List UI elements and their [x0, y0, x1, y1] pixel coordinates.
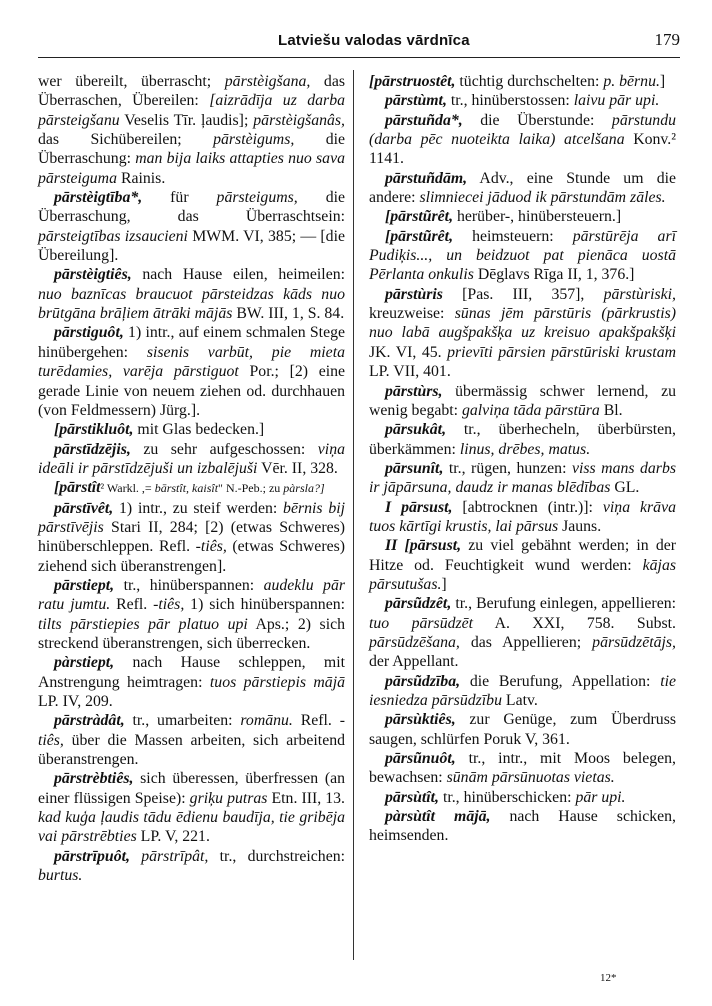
entry-text: 1) intr., auf einem schmalen Stege hinübergehen:: [38, 324, 345, 361]
headword: pārstuñdām,: [385, 169, 468, 187]
entry-text: GL.: [610, 479, 640, 497]
entry-text: A. XXI, 758. Subst.: [473, 614, 676, 632]
headword: pārstrīpuôt,: [54, 847, 130, 865]
headword: pàrstiept,: [54, 654, 115, 672]
entry-text: tr., Berufung einlegen, appellieren:: [451, 595, 676, 613]
headword: pārsukât,: [385, 421, 447, 439]
entry-text: mit Glas bedecken.]: [133, 421, 265, 439]
headword: II [pārsust,: [385, 537, 462, 555]
entry-text: zur Genüge, zum Überdruss saugen, schlürfen Poruk V, 361.: [369, 711, 676, 748]
dictionary-entry: [369, 807, 676, 846]
entry-text: nach Hause eilen, heimeilen:: [131, 266, 345, 284]
entry-text: Refl.: [110, 596, 154, 614]
dictionary-entry: [38, 711, 345, 769]
signature-mark: 12*: [600, 972, 617, 984]
entry-text: Latv.: [501, 692, 538, 709]
entry-text: -tiês,: [38, 712, 345, 749]
entry-text: pārstùriski,: [603, 285, 676, 303]
entry-text: Vēr. II, 328.: [257, 459, 338, 477]
dictionary-entry: [38, 499, 345, 576]
entry-text: Dēglavs Rīga II, 1, 376.]: [473, 266, 635, 284]
entry-text: die Überstunde:: [462, 111, 612, 129]
dictionary-entry: [38, 847, 345, 886]
entry-text: -tiês,: [195, 538, 227, 556]
entry-text: 1) sich hinüberspannen:: [184, 596, 345, 614]
entry-text: romānu.: [240, 712, 293, 730]
entry-text: burtus.: [38, 867, 83, 885]
entry-text: " N.-Peb.; zu: [218, 481, 284, 496]
entry-text: übermässig schwer lernend, zu wenig begabt:: [369, 382, 676, 419]
entry-text: nach Hause schicken, heimsenden.: [369, 808, 677, 845]
entry-text: pārstundu (darba pēc nuoteikta laika) atcelšana: [369, 111, 676, 149]
dictionary-entry: [369, 207, 676, 226]
entry-text: sich überessen, überfressen (an einer flüssigen Speise):: [38, 770, 345, 807]
dictionary-entry: [38, 653, 345, 711]
entry-text: pàrsla?]: [283, 481, 325, 496]
page-number: 179: [654, 30, 680, 49]
entry-text: tr., rügen, hunzen:: [443, 459, 572, 477]
dictionary-entry: [369, 227, 676, 285]
entry-text: [Pas. III, 357],: [442, 285, 604, 303]
dictionary-entry: [369, 749, 676, 788]
dictionary-entry: [38, 478, 345, 498]
headword: pārstràdât,: [54, 712, 125, 730]
entry-text: sūnām pārsūnuotas vietas.: [446, 769, 615, 787]
entry-text: viss mans darbs ir jāpārsuna, daudz ir manas blēdības: [369, 459, 676, 497]
dictionary-entry: [369, 72, 676, 91]
headword: [pārstikluôt,: [54, 421, 134, 439]
headword: pārstīdzējis,: [54, 440, 131, 458]
headword: pārsùtît,: [385, 788, 439, 806]
headword: pārsũnuôt,: [385, 750, 456, 768]
headword: pārsũdzība,: [385, 672, 461, 690]
entry-text: man bija laiks attapties nuo sava pārsteiguma: [38, 150, 345, 187]
dictionary-entry: [369, 111, 676, 169]
headword: pārstīvêt,: [54, 499, 114, 517]
entry-text: das Sichübereilen;: [38, 131, 214, 149]
entry-text: bērnis bij pārstīvējis: [38, 499, 345, 536]
entry-text: das Appellieren;: [459, 633, 593, 651]
entry-text: -tiês,: [153, 596, 185, 614]
entry-text: pārstèigšanâs,: [253, 111, 345, 129]
entry-text: Veselis Tīr. ļaudis];: [119, 111, 254, 129]
entry-text: heimsteuern:: [453, 227, 573, 245]
entry-text: die Überraschung, das Überraschtsein:: [38, 189, 345, 226]
entry-text: tr., intr., mit Moos belegen, bewachsen:: [369, 750, 676, 787]
headword: pārstuñda*,: [385, 111, 463, 129]
headword: pārstùmt,: [385, 92, 447, 110]
entry-text: linus, drēbes, matus.: [459, 440, 591, 458]
headword: pārstèigtiês,: [54, 266, 132, 284]
entry-text: tr., hinüberschicken:: [439, 788, 576, 806]
right-column: [369, 72, 676, 846]
entry-text: die Überraschung:: [38, 131, 345, 168]
entry-text: über die Massen arbeiten, sich arbeitend überanstrengen.: [38, 731, 345, 769]
dictionary-entry: [369, 498, 676, 537]
dictionary-entry: [369, 788, 676, 807]
header-rule: [38, 57, 680, 58]
entry-text: p. bērnu.: [603, 73, 660, 90]
headword: I pārsust,: [385, 498, 453, 516]
entry-text: kājas pārsutušas.: [369, 556, 676, 593]
entry-text: tr., hinüberspannen:: [114, 576, 264, 594]
entry-text: LP. V, 221.: [136, 828, 210, 846]
entry-text: pārstèigums,: [213, 131, 295, 149]
headword: pārsunît,: [385, 459, 444, 477]
entry-text: Rainis.: [117, 169, 166, 187]
entry-text: tr., hinüberstossen:: [446, 92, 574, 110]
entry-text: bārstît, kaisît: [154, 481, 219, 496]
entry-text: prievīti pārsien pārstūriski krustam: [447, 343, 676, 361]
entry-text: [130, 848, 141, 865]
dictionary-entry: [38, 72, 345, 188]
entry-text: pārstrīpât,: [141, 847, 209, 865]
headword: pārstùrs,: [385, 382, 443, 400]
entry-text: [aizrādīja uz darba pārsteigšanu: [38, 92, 345, 129]
page-header: [38, 24, 680, 64]
entry-text: ]: [659, 73, 666, 90]
entry-text: sisenis varbūt, pie mieta turēdamies, varēja pārstiguot: [38, 343, 345, 381]
entry-text: Refl.: [292, 712, 340, 730]
entry-text: wer übereilt, überrascht;: [38, 73, 225, 90]
entry-text: LP. VII, 401.: [369, 363, 451, 381]
entry-text: JK. VI, 45.: [369, 343, 448, 361]
entry-text: viņa ideāli ir pārstīdzējuši un izbalējuši: [38, 440, 345, 477]
headword: pārsùktiês,: [385, 711, 456, 729]
dictionary-entry: [369, 710, 676, 749]
dictionary-entry: [38, 769, 345, 846]
entry-text: tr., überhecheln, überbürsten, überkämmen:: [369, 421, 676, 458]
entry-text: nuo baznīcas braucuot pārsteidzas kāds nuo brūtgāna brāļiem ātrāki mājās: [38, 285, 345, 323]
dictionary-entry: [38, 420, 345, 439]
dictionary-entry: [369, 169, 676, 208]
dictionary-entry: [369, 382, 676, 421]
headword: [pārstruostêt,: [369, 73, 456, 90]
dictionary-entry: [369, 536, 676, 594]
entry-text: sūnas jēm pārstūris (pārkrustis) nuo labā augšpakšķa uz kreisuo apakšpakšķi: [369, 305, 676, 342]
headword: [pārstũrêt,: [385, 227, 454, 245]
dictionary-entry: [38, 440, 345, 479]
entry-text: Etn. III, 13.: [267, 789, 345, 807]
entry-text: der Appellant.: [369, 653, 459, 671]
entry-text: pārsūdzētājs,: [592, 633, 676, 651]
entry-text: tüchtig durchschelten:: [455, 73, 604, 90]
entry-text: ² Warkl. ,=: [100, 481, 155, 496]
dictionary-entry: [369, 285, 676, 382]
entry-text: für: [142, 189, 217, 207]
entry-text: zu viel gebähnt werden; in der Hitze od. Feuchtigkeit wund werden:: [369, 537, 676, 574]
dictionary-entry: [369, 420, 676, 459]
entry-text: slimniecei jāduod ik pārstundām zāles.: [419, 189, 666, 207]
entry-text: tuo pārsūdzēt: [369, 614, 474, 632]
entry-text: tr., durchstreichen:: [208, 847, 345, 865]
entry-text: Konv.² 1141.: [369, 131, 676, 168]
entry-text: pārsteigums,: [216, 189, 298, 207]
left-column: [38, 72, 345, 885]
dictionary-entry: [369, 459, 676, 498]
dictionary-entry: [369, 594, 676, 671]
entry-text: LP. IV, 209.: [38, 693, 113, 710]
headword: pārstiguôt,: [54, 324, 124, 342]
entry-text: 1) intr., zu steif werden:: [113, 499, 284, 517]
entry-text: Adv., eine Stunde um die andere:: [369, 169, 676, 207]
dictionary-entry: [38, 323, 345, 420]
running-title: Latviešu valodas vārdnīca: [278, 32, 470, 49]
entry-text: galviņa tāda pārstūra: [462, 401, 600, 419]
entry-text: das Überraschen, Übereilen:: [38, 73, 345, 110]
dictionary-entry: [38, 576, 345, 653]
entry-text: pārstèigšana,: [224, 73, 311, 90]
entry-text: pārstūrēja arī Pudiķis..., un beidzuot pat pienāca uostā Pērlanta onkulis: [369, 227, 676, 284]
column-divider: [353, 70, 354, 960]
entry-text: die Berufung, Appellation:: [460, 672, 661, 690]
headword: [pārstît: [54, 479, 101, 497]
entry-text: pārsūdzēšana,: [369, 633, 460, 651]
entry-text: tr., umarbeiten:: [124, 712, 241, 730]
entry-text: ]: [441, 575, 447, 593]
entry-text: tie iesniedza pārsūdzību: [369, 672, 676, 709]
entry-text: kad kuģa ļaudis tādu ēdienu baudīja, tie gribēja vai pārstrēbties: [38, 809, 345, 846]
entry-text: Aps.; 2) sich streckend überanstrengen, sich überrecken.: [38, 615, 345, 652]
entry-text: laivu pār upi.: [573, 92, 660, 110]
entry-text: (etwas Schweres) ziehend sich überanstrengen].: [38, 538, 345, 575]
dictionary-entry: [369, 91, 676, 110]
entry-text: viņa krāva tuos kārtīgi krustis, lai pārsus: [369, 498, 676, 535]
entry-text: Stari II, 284; [2) (etwas Schweres) hinüberschleppen. Refl.: [38, 518, 345, 556]
headword: pārstùris: [385, 285, 443, 303]
entry-text: pār upi.: [575, 788, 626, 806]
headword: pārstèigtība*,: [54, 189, 143, 207]
entry-text: MWM. VI, 385; — [die Übereilung].: [38, 227, 345, 265]
dictionary-entry: [38, 265, 345, 323]
entry-text: pārsteigtības izsaucieni: [38, 227, 188, 245]
entry-text: tilts pārstiepies pār platuo upi: [38, 615, 248, 633]
entry-text: griķu putras: [189, 789, 268, 807]
entry-text: herüber-, hinübersteuern.]: [453, 208, 622, 226]
entry-text: [abtrocknen (intr.)]:: [452, 498, 603, 516]
dictionary-entry: [38, 188, 345, 265]
entry-text: Por.; [2) eine gerade Linie von neuem ziehen od. durchhauen (von Feldmessern) Jürg.].: [38, 363, 346, 419]
dictionary-entry: [369, 672, 676, 711]
entry-text: audeklu pār ratu jumtu.: [38, 576, 346, 614]
entry-text: nach Hause schleppen, mit Anstrengung heimtragen:: [38, 654, 345, 691]
headword: pārstiept,: [54, 576, 115, 594]
entry-text: zu sehr aufgeschossen:: [130, 440, 318, 458]
headword: pārsũdzêt,: [385, 595, 452, 613]
headword: [pārstũrêt,: [385, 208, 454, 226]
entry-text: Bl.: [599, 401, 623, 419]
entry-text: kreuzweise:: [369, 305, 455, 323]
entry-text: BW. III, 1, S. 84.: [232, 305, 345, 323]
entry-text: tuos pārstiepis mājā: [209, 673, 345, 691]
headword: pàrsùtît mājā,: [385, 808, 491, 826]
entry-text: Jauns.: [558, 517, 602, 535]
headword: pārstrèbtiês,: [54, 770, 134, 788]
